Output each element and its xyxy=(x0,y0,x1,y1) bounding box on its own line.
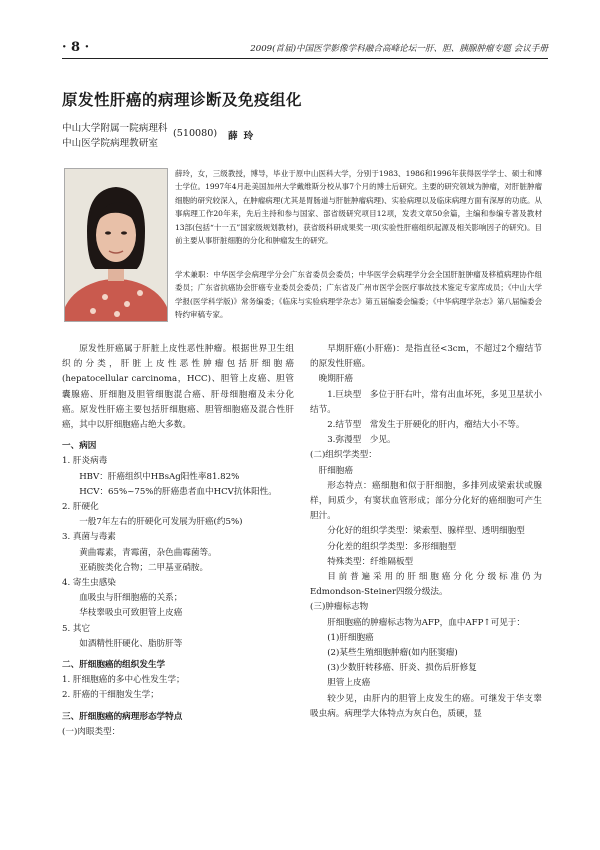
affiliation-line-1: 中山大学附属一院病理科 xyxy=(62,123,168,134)
article-title: 原发性肝癌的病理诊断及免疫组化 xyxy=(62,91,303,109)
right-column xyxy=(310,342,542,722)
paragraph: 早期肝癌(小肝癌)：是指直径<3cm，不超过2个瘤结节的原发性肝癌。 xyxy=(310,344,542,370)
left-column xyxy=(62,342,294,740)
intro-paragraph: 原发性肝癌属于肝脏上皮性恶性肿瘤。根据世界卫生组织的分类，肝脏上皮性恶性肿瘤包括肝细胞癌(hepatocellular carcinoma，HCC)、胆管上皮癌、胆管囊腺癌、肝细胞及胆管细胞混合癌、肝母细胞瘤及未分化癌。原发性肝癌主要包括肝细胞癌、胆管细胞癌及混合性肝癌，其中以肝细胞癌占绝大多数。 xyxy=(62,344,294,431)
subheading: 肝细胞癌 xyxy=(318,465,353,476)
list-item: 2. 肝癌的干细胞发生学； xyxy=(62,690,159,701)
list-item: 1. 肝细胞癌的多中心性发生学； xyxy=(62,675,185,686)
author-affiliation xyxy=(62,121,168,151)
list-item: 5. 其它 xyxy=(62,623,91,634)
list-subitem: 亚硝胺类化合物；二甲基亚硝胺。 xyxy=(79,562,209,573)
list-item: 1. 肝炎病毒 xyxy=(62,456,108,467)
author-academic-roles: 学术兼职：中华医学会病理学分会广东省委员会委员；中华医学会病理学分会全国肝脏肿瘤及移植病理协作组委员；广东省抗癌协会肝癌专业委员会委员；广东省及广州市医学会医疗事故技术鉴定专家库成员；《中山大学学报(医学科学版)》常务编委；《临床与实验病理学杂志》第五届编委会编委；《中华病理学杂志》第八届编委会特约审稿专家。 xyxy=(175,270,542,320)
list-item: 3. 真菌与毒素 xyxy=(62,532,116,543)
paragraph: 特殊类型：纤维隔板型 xyxy=(327,556,414,567)
paragraph: 2.结节型 常发生于肝硬化的肝内，瘤结大小不等。 xyxy=(327,420,525,431)
section-heading-morphology: 三、肝细胞癌的病理形态学特点 xyxy=(62,711,183,722)
subheading: (二)组织学类型： xyxy=(310,450,377,461)
paragraph: 分化好的组织学类型：梁索型、腺样型、透明细胞型 xyxy=(327,526,525,537)
page-header xyxy=(62,36,548,59)
list-item: (1)肝细胞癌 xyxy=(327,632,374,643)
subheading: (三)肿瘤标志物 xyxy=(310,602,369,613)
paragraph: 1.巨块型 多位于肝右叶，常有出血坏死，多见卫星状小结节。 xyxy=(310,389,542,415)
list-subitem: 血吸虫与肝细胞癌的关系； xyxy=(79,593,183,604)
postcode: (510080) xyxy=(173,128,218,139)
portrait-illustration xyxy=(65,169,167,321)
section-heading-etiology: 一、病因 xyxy=(62,441,97,452)
author-name: 薛玲 xyxy=(228,131,260,142)
list-item: 2. 肝硬化 xyxy=(62,502,99,513)
paragraph: 肝细胞癌的肿瘤标志物为AFP，血中AFP↑可见于： xyxy=(327,617,525,628)
section-heading-histogenesis: 二、肝细胞癌的组织发生学 xyxy=(62,660,166,671)
author-photo xyxy=(64,168,168,322)
paragraph: 目前普遍采用的肝细胞癌分化分级标准仍为Edmondson-Steiner四级分级法。 xyxy=(310,572,542,598)
paragraph: 3.弥漫型 少见。 xyxy=(327,435,396,446)
conference-title: 2009(首届)中国医学影像学科融合高峰论坛一肝、胆、胰腺肿瘤专题 会议手册 xyxy=(250,44,548,54)
paragraph: 较少见，由肝内的胆管上皮发生的癌。可继发于华支睾吸虫病。病理学大体特点为灰白色，质硬，显 xyxy=(310,693,542,719)
list-subitem: 华枝睾吸虫可致胆管上皮癌 xyxy=(79,608,183,619)
paragraph: 形态特点：癌细胞和似于肝细胞，多排列成梁索状或腺样，间质少，有窦状血管形成；部分分化好的癌细胞可产生胆汁。 xyxy=(310,480,542,522)
list-item: (2)某些生殖细胞肿瘤(如内胚窦瘤) xyxy=(327,648,458,659)
affiliation-line-2: 中山医学院病理教研室 xyxy=(62,138,158,149)
page-number: · 8 · xyxy=(62,40,90,55)
list-subitem: 黄曲霉素，青霉菌，杂色曲霉菌等。 xyxy=(79,547,217,558)
list-item: (一)肉眼类型： xyxy=(62,726,121,737)
subheading: 胆管上皮癌 xyxy=(327,678,371,689)
list-subitem: HBV：肝癌组织中HBsAg阳性率81.82% xyxy=(79,471,240,482)
list-item: 4. 寄生虫感染 xyxy=(62,578,116,589)
list-subitem: HCV：65%~75%的肝癌患者血中HCV抗体阳性。 xyxy=(79,486,277,497)
list-item: (3)少数肝转移癌、肝炎、损伤后肝修复 xyxy=(327,663,477,674)
subheading: 晚期肝癌 xyxy=(318,374,353,385)
list-subitem: 一般7年左右的肝硬化可发展为肝癌(约5%) xyxy=(79,517,243,528)
list-subitem: 如酒精性肝硬化、脂肪肝等 xyxy=(79,638,183,649)
paragraph: 分化差的组织学类型：多形细胞型 xyxy=(327,541,457,552)
author-bio: 薛玲，女，三级教授，博导，毕业于原中山医科大学，分别于1983、1986和1996年获得医学学士、硕士和博士学位。1997年4月赴美国加州大学戴维斯分校从事7个月的博士后研究。主要的研究领域为肿瘤，对肝脏肿瘤细胞的研究较深入，在肿瘤病理(尤其是胃肠道与肝脏肿瘤病理)、实验病理以及临床病理方面有深厚的功底。从事病理工作20年来，先后主持和参与国家、部省级研究项目12项，发表文章50余篇，主编和参编专著及教材13部(包括“十一五”国家级规划教材)，获省级科研成果奖一项(实验性肝癌组织起源及相关影响因子的研究)。目前主要从事肝脏细胞的分化和肿瘤发生的研究。 xyxy=(175,169,542,246)
